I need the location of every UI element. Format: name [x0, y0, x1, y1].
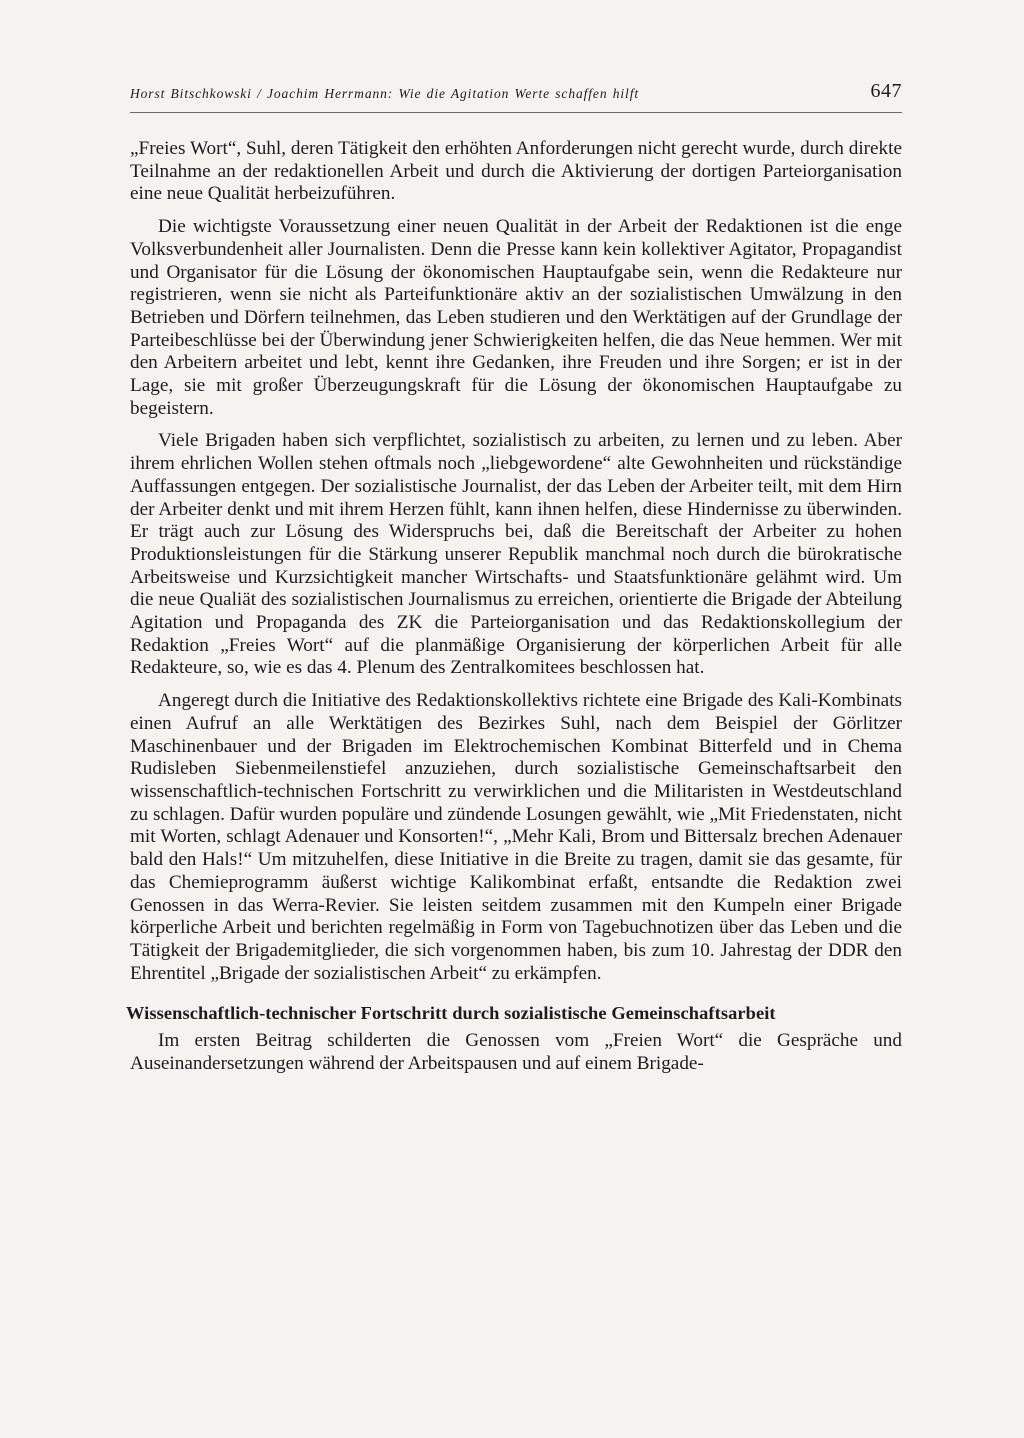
- section-paragraph: Im ersten Beitrag schilderten die Genossen vom „Freien Wort“ die Gespräche und Auseinandersetzungen während der Arbeitspausen und auf einem Brigade-: [130, 1030, 902, 1075]
- body-text: [126, 138, 902, 1086]
- header-rule: [130, 112, 902, 113]
- paragraph-continuation: „Freies Wort“, Suhl, deren Tätigkeit den erhöhten Anforderungen nicht gerecht wurde, durch direkte Teilnahme an der redaktionellen Arbeit und durch die Aktivierung der dortigen Parteiorganisation eine neue Qualität herbeizuführen.: [130, 138, 902, 205]
- paragraph: Angeregt durch die Initiative des Redaktionskollektivs richtete eine Brigade des Kali-Kombinats einen Aufruf an alle Werktätigen des Bezirkes Suhl, nach dem Beispiel der Görlitzer Maschinenbauer und der Brigaden im Elektrochemischen Kombinat Bitterfeld und in Chema Rudisleben Siebenmeilenstiefel anzuziehen, durch sozialistische Gemeinschaftsarbeit den wissenschaftlich-technischen Fortschritt zu verwirklichen und die Militaristen in Westdeutschland zu schlagen. Dafür wurden populäre und zündende Losungen gewählt, wie „Mit Friedenstaten, nicht mit Worten, schlagt Adenauer und Konsorten!“, „Mehr Kali, Brom und Bittersalz brechen Adenauer bald den Hals!“ Um mitzuhelfen, diese Initiative in die Breite zu tragen, damit sie das gesamte, für das Chemieprogramm äußerst wichtige Kalikombinat erfaßt, entsandte die Redaktion zwei Genossen in das Werra-Revier. Sie leisten seitdem zusammen mit den Kumpeln einer Brigade körperliche Arbeit und berichten regelmäßig in Form von Tagebuchnotizen über das Leben und die Tätigkeit der Brigademitglieder, die sich vorgenommen haben, bis zum 10. Jahrestag der DDR den Ehrentitel „Brigade der sozialistischen Arbeit“ zu erkämpfen.: [130, 690, 902, 984]
- paragraph: Die wichtigste Voraussetzung einer neuen Qualität in der Arbeit der Redaktionen ist die enge Volksverbundenheit aller Journalisten. Denn die Presse kann kein kollektiver Agitator, Propagandist und Organisator für die Lösung der ökonomischen Hauptaufgabe sein, wenn die Redakteure nur registrieren, wenn sie nicht als Parteifunktionäre aktiv an der sozialistischen Umwälzung in den Betrieben und Dörfern teilnehmen, das Leben studieren und den Werktätigen auf der Grundlage der Parteibeschlüsse bei der Überwindung jener Schwierigkeiten helfen, die das Neue hemmen. Wer mit den Arbeitern arbeitet und lebt, kennt ihre Gedanken, ihre Freuden und ihre Sorgen; er ist in der Lage, sie mit großer Überzeugungskraft für die Lösung der ökonomischen Hauptaufgabe zu begeistern.: [130, 216, 902, 419]
- running-head: [130, 80, 902, 110]
- page-number: 647: [870, 80, 902, 102]
- running-title: Horst Bitschkowski / Joachim Herrmann: Wie die Agitation Werte schaffen hilft: [130, 86, 639, 101]
- section-heading: Wissenschaftlich-technischer Fortschritt durch sozialistische Gemeinschaftsarbeit: [126, 1003, 776, 1024]
- paragraph: Viele Brigaden haben sich verpflichtet, sozialistisch zu arbeiten, zu lernen und zu leben. Aber ihrem ehrlichen Wollen stehen oftmals noch „liebgewordene“ alte Gewohnheiten und rückständige Auffassungen entgegen. Der sozialistische Journalist, der das Leben der Arbeiter teilt, mit dem Hirn der Arbeiter denkt und mit ihrem Herzen fühlt, kann ihnen helfen, diese Hindernisse zu überwinden. Er trägt auch zur Lösung des Widerspruchs bei, daß die Bereitschaft der Arbeiter zu hohen Produktionsleistungen für die Stärkung unserer Republik manchmal noch durch die bürokratische Arbeitsweise und Kurzsichtigkeit mancher Wirtschafts- und Staatsfunktionäre gelähmt wird. Um die neue Qualiät des sozialistischen Journalismus zu erreichen, orientierte die Brigade der Abteilung Agitation und Propaganda des ZK die Parteiorganisation und das Redaktionskollegium der Redaktion „Freies Wort“ auf die planmäßige Organisierung der körperlichen Arbeit für alle Redakteure, so, wie es das 4. Plenum des Zentralkomitees beschlossen hat.: [130, 430, 902, 679]
